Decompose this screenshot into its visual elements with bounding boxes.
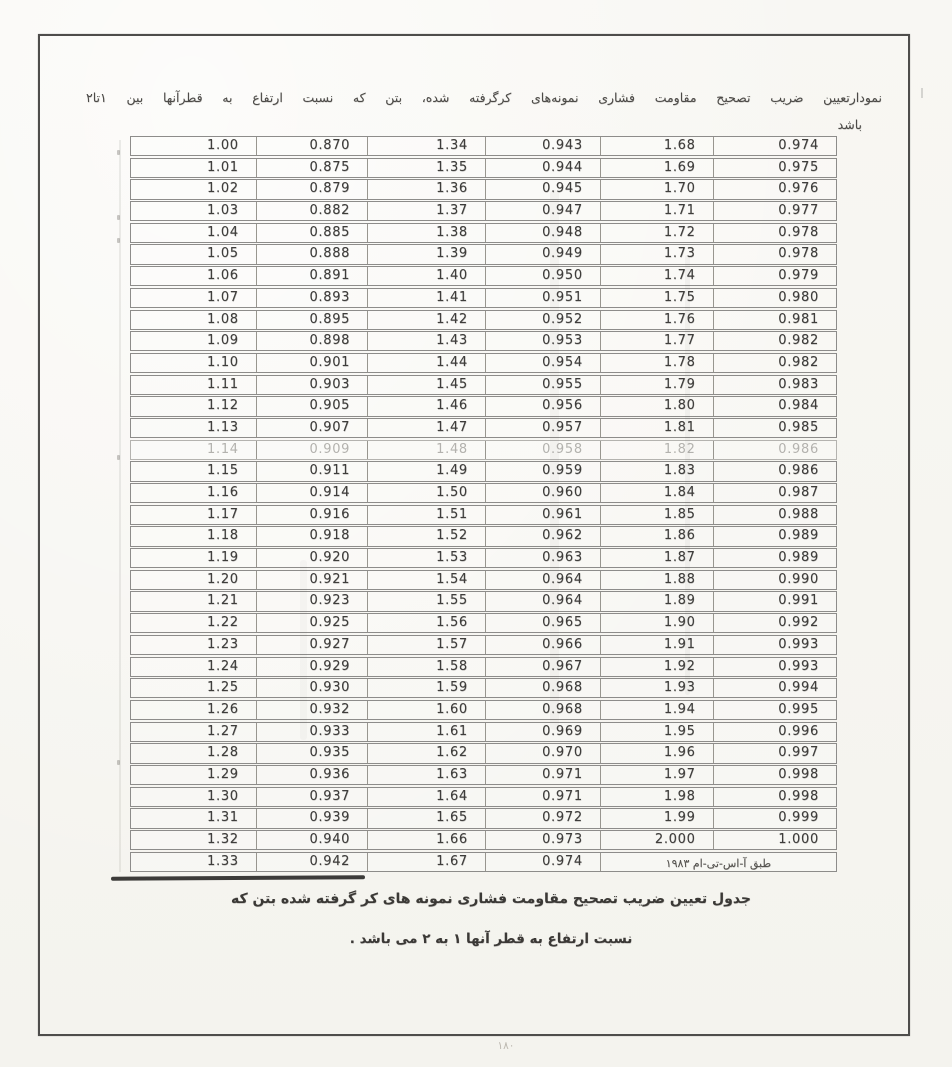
table-cell: 0.964 (485, 571, 600, 589)
table-cell: 1.59 (367, 679, 485, 697)
table-cell: 1.19 (207, 550, 239, 566)
table-cell: 1.05 (207, 246, 239, 262)
table-cell: 1.24 (207, 658, 239, 674)
table-cell: 0.986 (713, 441, 836, 459)
table-cell: 0.947 (485, 202, 600, 220)
table-cell: 0.948 (485, 224, 600, 242)
table-caption-line-1: جدول تعیین ضریب تصحیح مقاومت فشاری نمونه های کر گرفته شده بتن که (230, 891, 752, 907)
table-cell: 1.33 (207, 853, 239, 869)
table-row (130, 852, 837, 872)
table-cell: 0.951 (485, 289, 600, 307)
table-cell: 0.990 (713, 571, 836, 589)
table-cell: 0.997 (713, 744, 836, 762)
table-cell: 0.952 (485, 311, 600, 329)
table-cell: 1.78 (600, 354, 713, 372)
table-cell: 1.88 (600, 571, 713, 589)
header-line-1: نمودارتعیین ضریب تصحیح مقاومت فشاری نمونه‌های کرگرفته شده، بتن که نسبت ارتفاع به قطرآنها بین ۱تا۲ (86, 90, 882, 105)
table-cell: 1.93 (600, 679, 713, 697)
table-cell: 2.000 (600, 831, 713, 849)
table-cell: 1.55 (367, 592, 485, 610)
table-cell: 1.29 (207, 766, 239, 782)
table-cell: 0.961 (485, 506, 600, 524)
table-cell: 0.967 (485, 658, 600, 676)
table-row (130, 244, 837, 264)
table-cell: 0.968 (485, 679, 600, 697)
table-cell: 0.963 (485, 549, 600, 567)
table-cell: 1.25 (207, 680, 239, 696)
table-row (130, 613, 837, 633)
table-cell: 1.04 (207, 224, 239, 240)
table-cell: 0.901 (256, 354, 367, 372)
table-cell: 0.955 (485, 376, 600, 394)
table-cell: 1.63 (367, 766, 485, 784)
table-row (130, 136, 837, 156)
table-cell: 0.960 (485, 484, 600, 502)
table-cell: 0.962 (485, 527, 600, 545)
scan-artifact (921, 88, 923, 98)
table-cell: 1.54 (367, 571, 485, 589)
table-cell: 0.996 (713, 723, 836, 741)
table-cell: 0.942 (256, 853, 367, 871)
table-row (130, 722, 837, 742)
table-cell: 1.72 (600, 224, 713, 242)
table-row (130, 461, 837, 481)
table-row (130, 548, 837, 568)
table-cell: 1.91 (600, 636, 713, 654)
table-cell: 0.971 (485, 788, 600, 806)
table-row (130, 375, 837, 395)
table-row (130, 266, 837, 286)
table-cell: 1.37 (367, 202, 485, 220)
table-row (130, 591, 837, 611)
table-cell: 0.914 (256, 484, 367, 502)
table-row (130, 396, 837, 416)
table-cell: 1.56 (367, 614, 485, 632)
table-cell: 0.879 (256, 180, 367, 198)
table-cell: 0.977 (713, 202, 836, 220)
table-cell: 1.46 (367, 397, 485, 415)
table-cell: 0.932 (256, 701, 367, 719)
table-cell: 1.11 (207, 376, 239, 392)
table-cell: 0.982 (713, 354, 836, 372)
table-cell: 1.08 (207, 311, 239, 327)
table-cell: 0.979 (713, 267, 836, 285)
table-cell: 1.43 (367, 332, 485, 350)
header-line-2: باشد (837, 117, 862, 132)
table-cell: 1.36 (367, 180, 485, 198)
table-cell: 0.966 (485, 636, 600, 654)
table-cell: 0.925 (256, 614, 367, 632)
table-row (130, 808, 837, 828)
table-cell: 1.31 (207, 810, 239, 826)
table-cell: 1.41 (367, 289, 485, 307)
document-header (86, 84, 882, 138)
table-cell: 1.57 (367, 636, 485, 654)
table-cell: 1.96 (600, 744, 713, 762)
table-cell: 1.74 (600, 267, 713, 285)
table-row (130, 483, 837, 503)
table-cell: 0.893 (256, 289, 367, 307)
table-cell: 1.18 (207, 528, 239, 544)
table-cell: 1.47 (367, 419, 485, 437)
table-cell: 1.22 (207, 615, 239, 631)
table-cell: 1.000 (713, 831, 836, 849)
table-row (130, 787, 837, 807)
table-cell: 0.964 (485, 592, 600, 610)
table-cell: 1.75 (600, 289, 713, 307)
table-cell: 1.85 (600, 506, 713, 524)
table-row (130, 353, 837, 373)
table-cell: 1.83 (600, 462, 713, 480)
table-cell: 1.90 (600, 614, 713, 632)
table-cell: 0.907 (256, 419, 367, 437)
astm-reference-note: طبق آ-اس-تی-ام ۱۹۸۳ (600, 853, 836, 871)
table-row (130, 201, 837, 221)
table-cell: 1.50 (367, 484, 485, 502)
table-cell: 0.994 (713, 679, 836, 697)
table-row (130, 570, 837, 590)
table-cell: 0.940 (256, 831, 367, 849)
table-cell: 0.959 (485, 462, 600, 480)
table-cell: 0.973 (485, 831, 600, 849)
table-row (130, 158, 837, 178)
table-row (130, 765, 837, 785)
table-cell: 1.01 (207, 159, 239, 175)
table-cell: 0.870 (256, 137, 367, 155)
table-cell: 0.988 (713, 506, 836, 524)
table-cell: 0.943 (485, 137, 600, 155)
table-cell: 1.81 (600, 419, 713, 437)
table-cell: 1.39 (367, 245, 485, 263)
table-cell: 1.34 (367, 137, 485, 155)
table-cell: 1.53 (367, 549, 485, 567)
table-cell: 0.985 (713, 419, 836, 437)
table-cell: 0.923 (256, 592, 367, 610)
table-cell: 1.69 (600, 159, 713, 177)
table-cell: 1.13 (207, 419, 239, 435)
table-cell: 0.933 (256, 723, 367, 741)
table-cell: 0.898 (256, 332, 367, 350)
table-cell: 0.998 (713, 788, 836, 806)
table-row (130, 331, 837, 351)
table-cell: 1.80 (600, 397, 713, 415)
table-cell: 1.40 (367, 267, 485, 285)
table-cell: 0.974 (485, 853, 600, 871)
table-cell: 1.10 (207, 354, 239, 370)
table-cell: 1.94 (600, 701, 713, 719)
table-cell: 1.20 (207, 571, 239, 587)
table-cell: 1.09 (207, 333, 239, 349)
table-cell: 1.14 (207, 441, 239, 457)
table-cell: 0.957 (485, 419, 600, 437)
table-row (130, 310, 837, 330)
table-cell: 0.956 (485, 397, 600, 415)
table-cell: 1.15 (207, 463, 239, 479)
table-cell: 0.944 (485, 159, 600, 177)
table-cell: 0.972 (485, 809, 600, 827)
table-cell: 0.970 (485, 744, 600, 762)
table-cell: 1.42 (367, 311, 485, 329)
table-cell: 0.903 (256, 376, 367, 394)
table-cell: 0.909 (256, 441, 367, 459)
table-cell: 1.48 (367, 441, 485, 459)
table-cell: 1.12 (207, 398, 239, 414)
table-cell: 1.84 (600, 484, 713, 502)
table-cell: 0.905 (256, 397, 367, 415)
table-cell: 1.99 (600, 809, 713, 827)
table-cell: 1.60 (367, 701, 485, 719)
table-caption-line-2: نسبت ارتفاع به قطر آنها ۱ به ۲ می باشد . (349, 931, 633, 947)
table-row (130, 418, 837, 438)
table-cell: 1.68 (600, 137, 713, 155)
table-cell: 0.971 (485, 766, 600, 784)
table-cell: 1.92 (600, 658, 713, 676)
table-cell: 0.965 (485, 614, 600, 632)
table-cell: 0.969 (485, 723, 600, 741)
table-cell: 1.44 (367, 354, 485, 372)
table-cell: 1.51 (367, 506, 485, 524)
table-cell: 1.67 (367, 853, 485, 871)
table-cell: 0.986 (713, 462, 836, 480)
table-cell: 1.87 (600, 549, 713, 567)
table-cell: 1.65 (367, 809, 485, 827)
table-cell: 0.982 (713, 332, 836, 350)
table-cell: 1.64 (367, 788, 485, 806)
table-cell: 1.32 (207, 832, 239, 847)
table-cell: 0.976 (713, 180, 836, 198)
table-cell: 0.936 (256, 766, 367, 784)
table-cell: 1.97 (600, 766, 713, 784)
table-cell: 0.927 (256, 636, 367, 654)
table-cell: 0.978 (713, 245, 836, 263)
table-cell: 1.66 (367, 831, 485, 849)
table-cell: 1.27 (207, 723, 239, 739)
table-cell: 1.07 (207, 289, 239, 305)
table-row (130, 657, 837, 677)
table-row (130, 700, 837, 720)
table-cell: 0.891 (256, 267, 367, 285)
table-cell: 0.920 (256, 549, 367, 567)
table-cell: 0.999 (713, 809, 836, 827)
table-cell: 0.993 (713, 636, 836, 654)
table-row (130, 288, 837, 308)
table-cell: 1.26 (207, 701, 239, 717)
table-cell: 0.921 (256, 571, 367, 589)
table-row (130, 223, 837, 243)
table-cell: 1.62 (367, 744, 485, 762)
table-cell: 1.79 (600, 376, 713, 394)
table-cell: 0.974 (713, 137, 836, 155)
table-cell: 0.987 (713, 484, 836, 502)
table-cell: 1.45 (367, 376, 485, 394)
table-cell: 1.77 (600, 332, 713, 350)
table-cell: 1.89 (600, 592, 713, 610)
table-cell: 0.968 (485, 701, 600, 719)
table-cell: 1.61 (367, 723, 485, 741)
table-cell: 0.939 (256, 809, 367, 827)
table-cell: 1.21 (207, 593, 239, 609)
table-row (130, 743, 837, 763)
table-cell: 0.978 (713, 224, 836, 242)
table-cell: 1.73 (600, 245, 713, 263)
table-cell: 1.35 (367, 159, 485, 177)
table-cell: 1.38 (367, 224, 485, 242)
table-cell: 0.949 (485, 245, 600, 263)
table-cell: 0.983 (713, 376, 836, 394)
table-row (130, 440, 837, 460)
table-cell: 0.875 (256, 159, 367, 177)
table-cell: 1.76 (600, 311, 713, 329)
table-cell: 0.984 (713, 397, 836, 415)
table-cell: 0.895 (256, 311, 367, 329)
table-cell: 1.30 (207, 788, 239, 804)
table-cell: 0.995 (713, 701, 836, 719)
table-cell: 1.28 (207, 745, 239, 761)
table-cell: 0.980 (713, 289, 836, 307)
table-cell: 1.17 (207, 506, 239, 522)
table-row (130, 678, 837, 698)
table-cell: 1.82 (600, 441, 713, 459)
correction-coefficient-table (130, 136, 837, 873)
table-cell: 0.989 (713, 527, 836, 545)
table-cell: 1.71 (600, 202, 713, 220)
table-cell: 1.58 (367, 658, 485, 676)
table-cell: 1.52 (367, 527, 485, 545)
table-cell: 0.953 (485, 332, 600, 350)
table-cell: 1.95 (600, 723, 713, 741)
table-cell: 0.882 (256, 202, 367, 220)
table-cell: 0.918 (256, 527, 367, 545)
table-cell: 1.00 (207, 138, 239, 153)
table-cell: 1.86 (600, 527, 713, 545)
table-row (130, 830, 837, 850)
table-cell: 0.981 (713, 311, 836, 329)
table-cell: 0.993 (713, 658, 836, 676)
table-row (130, 179, 837, 199)
table-cell: 0.911 (256, 462, 367, 480)
table-cell: 0.975 (713, 159, 836, 177)
table-cell: 1.16 (207, 485, 239, 500)
table-cell: 0.950 (485, 267, 600, 285)
table-cell: 0.930 (256, 679, 367, 697)
table-cell: 0.929 (256, 658, 367, 676)
table-cell: 0.916 (256, 506, 367, 524)
table-cell: 0.945 (485, 180, 600, 198)
table-row (130, 526, 837, 546)
table-cell: 1.49 (367, 462, 485, 480)
table-cell: 0.989 (713, 549, 836, 567)
table-cell: 1.06 (207, 268, 239, 284)
table-cell: 1.03 (207, 203, 239, 219)
table-cell: 0.958 (485, 441, 600, 459)
table-cell: 0.888 (256, 245, 367, 263)
table-cell: 0.992 (713, 614, 836, 632)
table-cell: 0.954 (485, 354, 600, 372)
table-cell: 1.70 (600, 180, 713, 198)
table-cell: 1.98 (600, 788, 713, 806)
table-cell: 0.935 (256, 744, 367, 762)
table-cell: 0.937 (256, 788, 367, 806)
table-cell: 1.23 (207, 636, 239, 652)
table-cell: 0.998 (713, 766, 836, 784)
table-cell: 0.991 (713, 592, 836, 610)
page-number: ۱۸۰ (497, 1040, 515, 1052)
table-cell: 0.885 (256, 224, 367, 242)
table-row (130, 635, 837, 655)
table-row (130, 505, 837, 525)
table-cell: 1.02 (207, 181, 239, 197)
